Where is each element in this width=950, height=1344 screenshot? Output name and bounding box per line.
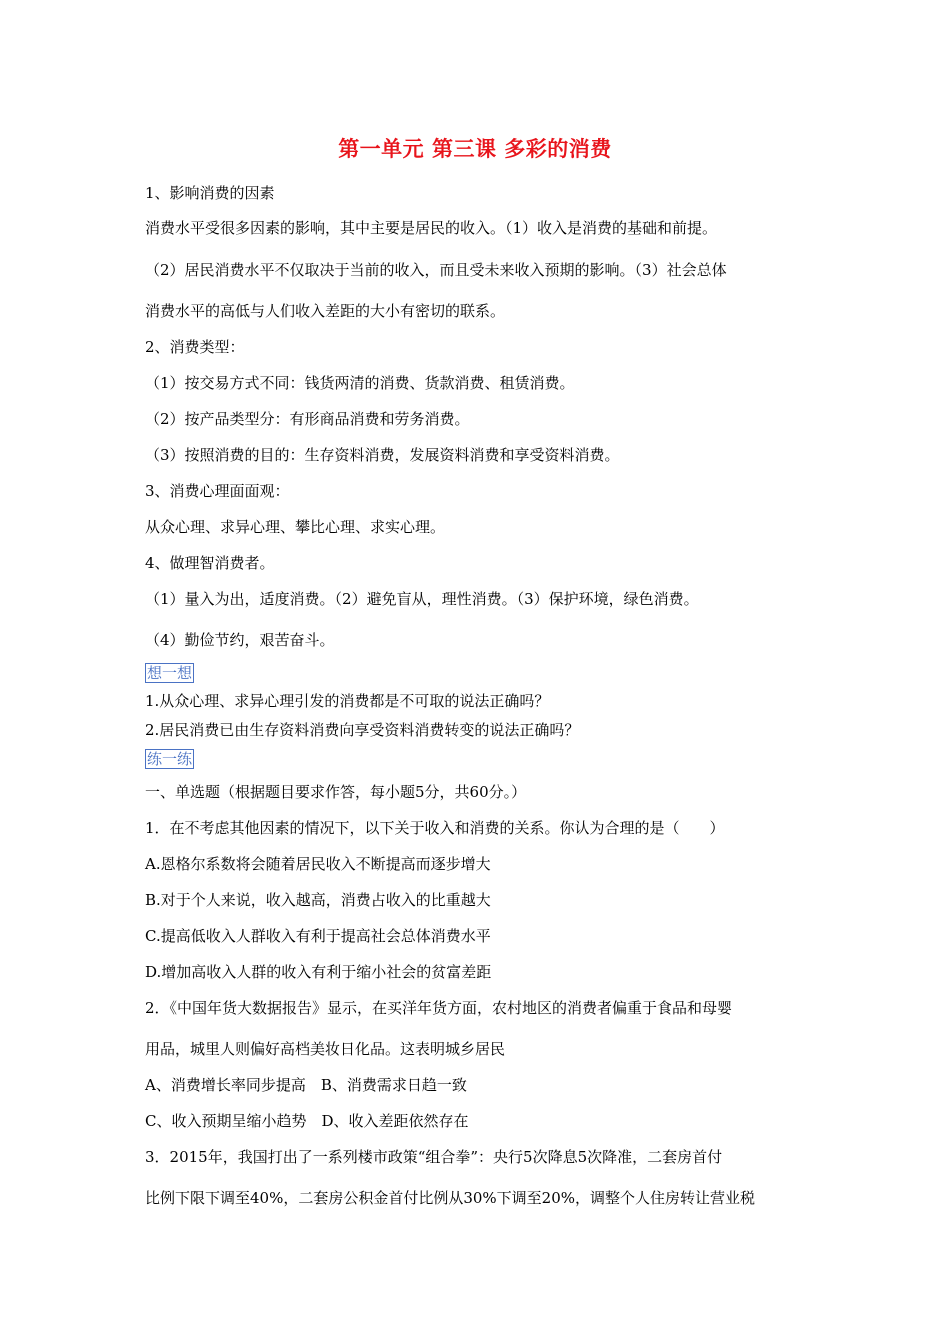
think-question: 1.从众心理、求异心理引发的消费都是不可取的说法正确吗？: [145, 692, 550, 710]
answer-option: D.增加高收入人群的收入有利于缩小社会的贫富差距: [145, 963, 492, 981]
paragraph-line: 消费水平受很多因素的影响，其中主要是居民的收入。（1）收入是消费的基础和前提。: [145, 219, 718, 237]
question-stem: 2．《中国年货大数据报告》显示，在买洋年货方面，农村地区的消费者偏重于食品和母婴: [145, 999, 733, 1017]
paragraph-line: 从众心理、求异心理、攀比心理、求实心理。: [145, 518, 446, 536]
exercise-section-heading: 一、单选题（根据题目要求作答，每小题5分，共60分。）: [145, 783, 527, 801]
answer-option: C、收入预期呈缩小趋势 D、收入差距依然存在: [145, 1112, 469, 1130]
section-heading-types: 2、消费类型：: [145, 338, 245, 356]
question-stem: 用品，城里人则偏好高档美妆日化品。这表明城乡居民: [145, 1040, 506, 1058]
section-heading-psychology: 3、消费心理面面观：: [145, 482, 290, 500]
answer-option: C.提高低收入人群收入有利于提高社会总体消费水平: [145, 927, 491, 945]
think-question: 2.居民消费已由生存资料消费向享受资料消费转变的说法正确吗？: [145, 721, 580, 739]
question-stem: 3．2015年，我国打出了一系列楼市政策“组合拳”：央行5次降息5次降准，二套房首付: [145, 1148, 723, 1166]
paragraph-line: （2）居民消费水平不仅取决于当前的收入，而且受未来收入预期的影响。（3）社会总体: [145, 261, 727, 279]
section-heading-factors: 1、影响消费的因素: [145, 184, 275, 202]
question-stem: 比例下限下调至40%，二套房公积金首付比例从30%下调至20%，调整个人住房转让营业税: [145, 1189, 756, 1207]
paragraph-line: 消费水平的高低与人们收入差距的大小有密切的联系。: [145, 302, 506, 320]
list-item: （4）勤俭节约，艰苦奋斗。: [145, 631, 335, 649]
list-item: （3）按照消费的目的：生存资料消费，发展资料消费和享受资料消费。: [145, 446, 620, 464]
practice-label: 练一练: [147, 750, 193, 768]
answer-option: B.对于个人来说，收入越高，消费占收入的比重越大: [145, 891, 491, 909]
answer-option: A、消费增长率同步提高 B、消费需求日趋一致: [145, 1076, 467, 1094]
think-label: 想一想: [147, 664, 193, 682]
answer-option: A.恩格尔系数将会随着居民收入不断提高而逐步增大: [145, 855, 491, 873]
list-item: （1）按交易方式不同：钱货两清的消费、货款消费、租赁消费。: [145, 374, 575, 392]
question-stem: 1．在不考虑其他因素的情况下，以下关于收入和消费的关系。你认为合理的是（ ）: [145, 819, 725, 837]
list-item: （1）量入为出，适度消费。（2）避免盲从，理性消费。（3）保护环境，绿色消费。: [145, 590, 699, 608]
section-heading-rational: 4、做理智消费者。: [145, 554, 275, 572]
list-item: （2）按产品类型分：有形商品消费和劳务消费。: [145, 410, 470, 428]
page-title: 第一单元 第三课 多彩的消费: [338, 137, 612, 161]
